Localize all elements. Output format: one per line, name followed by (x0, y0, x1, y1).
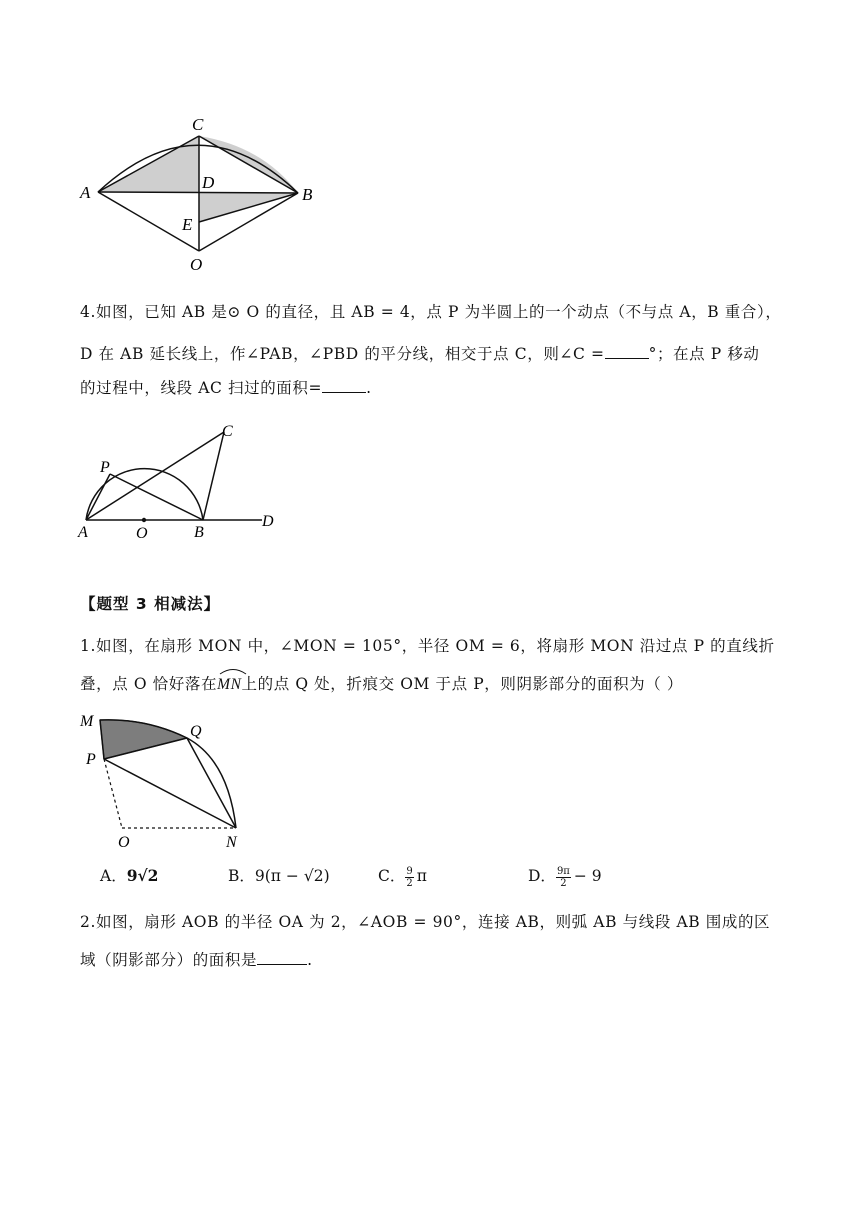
label-a: A (80, 183, 91, 202)
option-c[interactable] (378, 864, 427, 889)
q4-line3-tail: . (366, 379, 372, 397)
figure-sector-diagram (76, 710, 266, 850)
q2-line2-tail: . (307, 951, 313, 969)
answer-blank-area-ac[interactable] (322, 376, 366, 393)
q4-line2-tail: °；在点 P 移动 (648, 345, 760, 363)
option-a[interactable] (100, 864, 158, 886)
option-a-prefix: A． (100, 867, 127, 885)
figure-kite-diagram (72, 108, 332, 278)
option-b-value: 9(π − √2) (254, 867, 330, 885)
label-m: M (80, 713, 94, 730)
label-b: B (302, 185, 313, 204)
q2-line2-text: 域（阴影部分）的面积是 (80, 951, 258, 969)
label-c: C (192, 115, 204, 134)
label-p: P (86, 751, 96, 768)
label-d: D (202, 173, 215, 192)
label-o: O (190, 255, 203, 274)
segment-ab (98, 192, 298, 193)
option-c-prefix: C． (378, 867, 406, 885)
q2-line2 (80, 946, 780, 974)
question-1 (80, 632, 780, 699)
option-c-fraction: $\frac{9}{2}$ (406, 865, 413, 889)
q4-line2-text: D 在 AB 延长线上，作∠PAB，∠PBD 的平分线，相交于点 C，则∠C = (80, 345, 605, 363)
q2-line1: 2.如图，扇形 AOB 的半径 OA 为 2，∠AOB = 90°，连接 AB，则弧 AB 与线段 AB 围成的区 (80, 913, 771, 931)
label-o: O (136, 525, 148, 542)
label-o: O (118, 834, 130, 850)
option-d[interactable] (528, 864, 602, 889)
label-q: Q (190, 723, 202, 740)
segment-bc (203, 432, 224, 520)
center-point-o (142, 518, 146, 522)
label-a: A (78, 524, 88, 541)
label-e: E (182, 215, 193, 234)
answer-blank-angle-c[interactable] (605, 342, 649, 359)
option-c-tail: π (416, 867, 427, 885)
label-d: D (262, 513, 274, 530)
figure-semicircle-diagram (72, 416, 292, 546)
option-b[interactable] (228, 864, 330, 886)
option-d-tail: − 9 (573, 867, 602, 885)
q4-line3-text: 的过程中，线段 AC 扫过的面积= (80, 379, 323, 397)
q1-line2-text: 叠，点 O 恰好落在 (80, 675, 218, 693)
question-4 (80, 298, 780, 402)
segment-pn (104, 759, 236, 828)
q4-line1: 4.如图，已知 AB 是⊙ O 的直径，且 AB = 4，点 P 为半圆上的一个动点（不与点 A，B 重合）， (80, 303, 782, 321)
arc-mn-notation: MN (217, 671, 241, 699)
section-heading: 【题型 3 相减法】 (80, 595, 221, 613)
semicircle (86, 469, 203, 520)
q1-line2-tail: 上的点 Q 处，折痕交 OM 于点 P，则阴影部分的面积为（ ） (241, 675, 683, 693)
q1-line2 (80, 670, 780, 699)
label-p: P (100, 459, 110, 476)
dashed-segment-po (104, 759, 122, 828)
option-d-fraction: $\frac{9\pi}{2}$ (556, 865, 570, 889)
option-d-prefix: D． (528, 867, 556, 885)
segment-pb (110, 474, 203, 520)
shaded-region-mpq (100, 720, 187, 759)
option-b-prefix: B． (228, 867, 255, 885)
label-c: C (222, 423, 233, 440)
question-2 (80, 908, 780, 974)
segment-ac (86, 432, 224, 520)
q4-line2 (80, 340, 780, 368)
q4-line3 (80, 374, 780, 402)
label-n: N (226, 834, 237, 850)
q1-line1: 1.如图，在扇形 MON 中，∠MON = 105°，半径 OM = 6，将扇形 MON 沿过点 P 的直线折 (80, 637, 775, 655)
label-b: B (194, 524, 204, 541)
option-a-value: 9√2 (126, 866, 159, 885)
answer-blank-shaded-area[interactable] (257, 948, 307, 965)
